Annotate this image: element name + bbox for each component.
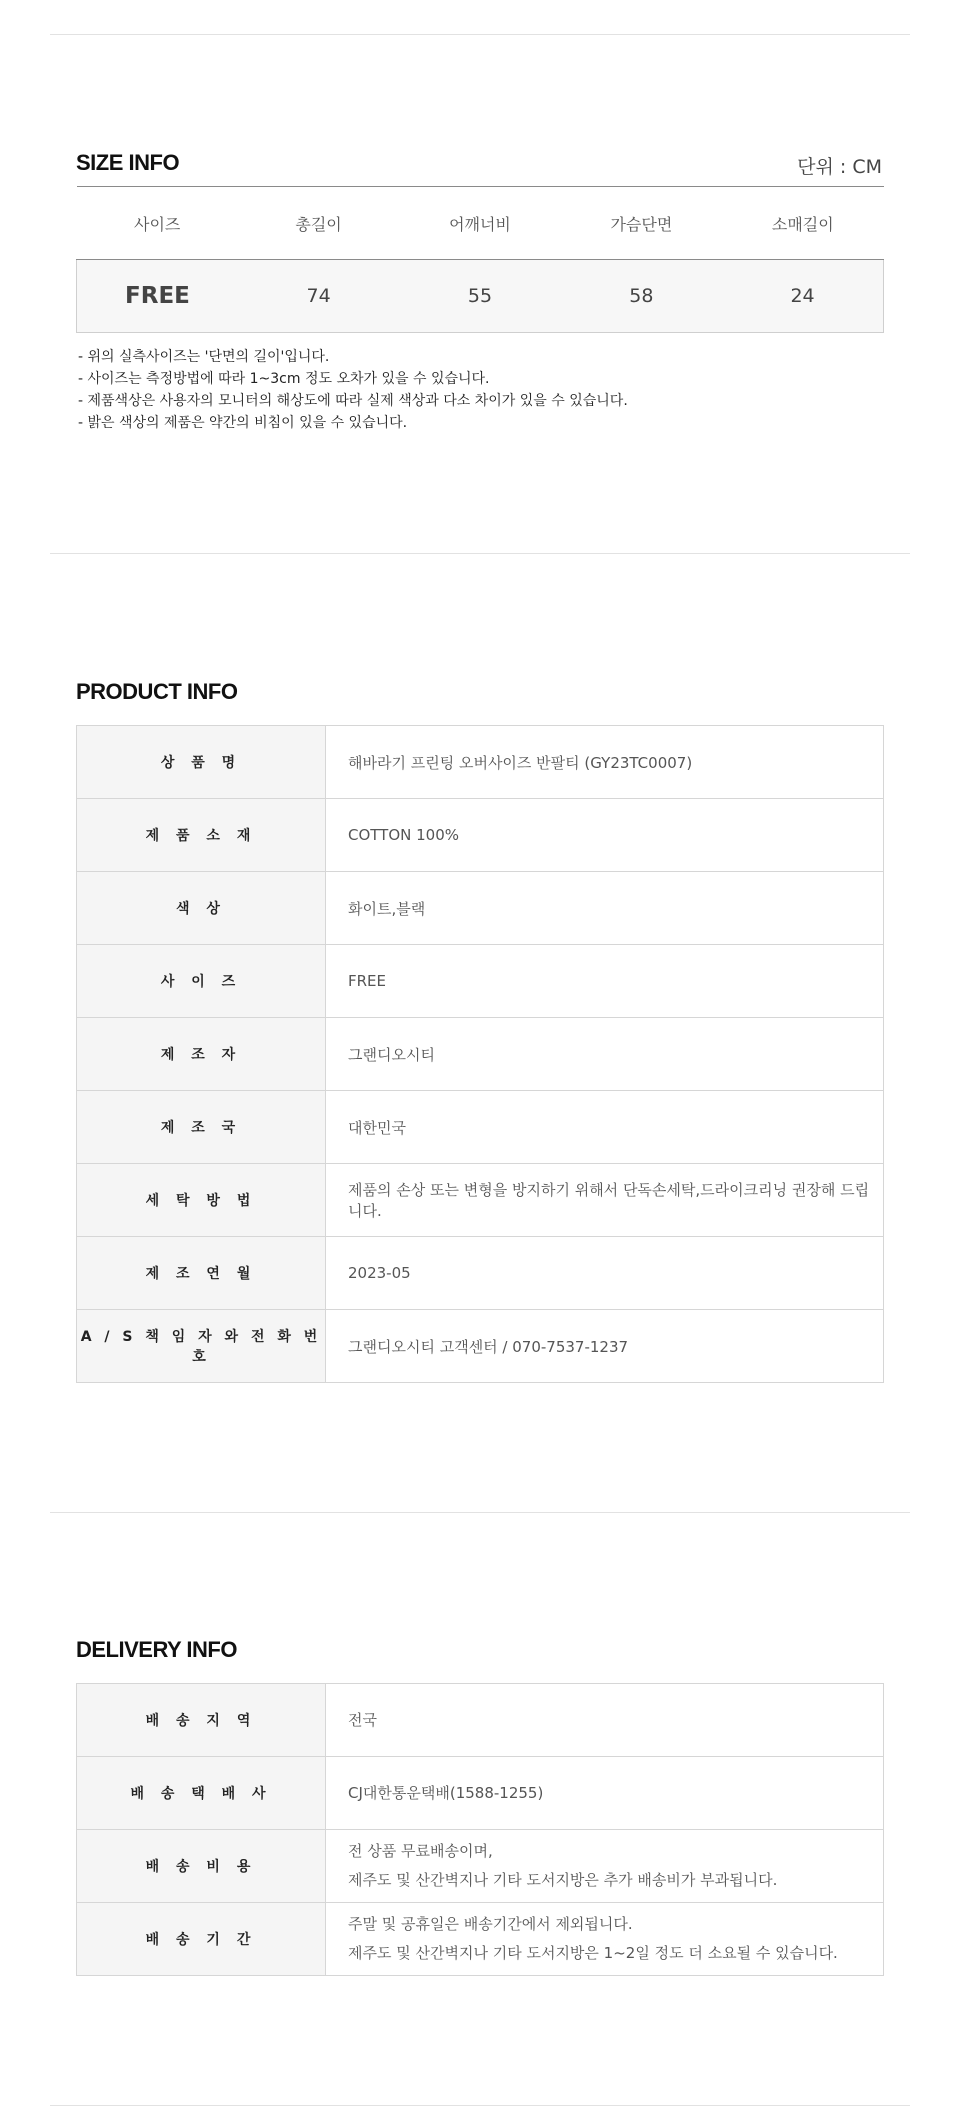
product-info-label: 제 조 자 [77, 1018, 326, 1091]
product-info-row [77, 1237, 884, 1310]
delivery-info-row [77, 1903, 884, 1976]
product-info-row [77, 799, 884, 872]
size-unit-label: 단위 : CM [797, 156, 882, 178]
delivery-info-value [326, 1684, 884, 1757]
product-info-label: 세 탁 방 법 [77, 1164, 326, 1237]
product-info-label: 제 품 소 재 [77, 799, 326, 872]
divider [50, 34, 910, 35]
divider [50, 2105, 910, 2106]
delivery-info-label: 배 송 지 역 [77, 1684, 326, 1757]
delivery-info-value [326, 1830, 884, 1903]
product-info-value: 대한민국 [326, 1091, 884, 1164]
product-info-row [77, 1018, 884, 1091]
size-table-row [77, 260, 884, 333]
product-info-label: 상 품 명 [77, 726, 326, 799]
size-header-cell: 어깨너비 [399, 187, 560, 260]
product-info-row [77, 945, 884, 1018]
product-info-row [77, 1310, 884, 1383]
delivery-info-value [326, 1757, 884, 1830]
size-note: - 밝은 색상의 제품은 약간의 비침이 있을 수 있습니다. [78, 415, 408, 431]
size-table-header-row [77, 187, 884, 260]
delivery-info-line: 제주도 및 산간벽지나 기타 도서지방은 1~2일 정도 더 소요될 수 있습니다. [348, 1944, 838, 1962]
size-cell-shoulder: 55 [399, 260, 560, 333]
size-cell-sleeve: 24 [722, 260, 883, 333]
size-header-cell: 소매길이 [722, 187, 883, 260]
delivery-info-line: 제주도 및 산간벽지나 기타 도서지방은 추가 배송비가 부과됩니다. [348, 1871, 778, 1889]
delivery-info-line: CJ대한통운택배(1588-1255) [348, 1783, 544, 1802]
size-header-cell: 총길이 [238, 187, 399, 260]
product-info-value: COTTON 100% [326, 799, 884, 872]
size-notes [78, 346, 628, 434]
delivery-info-row [77, 1830, 884, 1903]
delivery-info-table [76, 1683, 884, 1976]
product-info-row [77, 1164, 884, 1237]
delivery-info-title: DELIVERY INFO [76, 1637, 237, 1662]
size-header-cell: 사이즈 [77, 187, 238, 260]
product-info-label: 제 조 국 [77, 1091, 326, 1164]
size-header-cell: 가슴단면 [561, 187, 722, 260]
size-note: - 사이즈는 측정방법에 따라 1~3cm 정도 오차가 있을 수 있습니다. [78, 371, 490, 387]
divider [50, 553, 910, 554]
delivery-info-label: 배 송 기 간 [77, 1903, 326, 1976]
product-info-value: 그랜디오시티 고객센터 / 070-7537-1237 [326, 1310, 884, 1383]
size-table [76, 186, 884, 333]
delivery-info-line: 전 상품 무료배송이며, [348, 1842, 493, 1860]
product-info-value: 화이트,블랙 [326, 872, 884, 945]
size-info-title: SIZE INFO [76, 150, 180, 175]
product-info-label: 제 조 연 월 [77, 1237, 326, 1310]
product-info-row [77, 872, 884, 945]
delivery-info-row [77, 1757, 884, 1830]
delivery-info-label: 배 송 비 용 [77, 1830, 326, 1903]
delivery-info-line: 전국 [348, 1710, 377, 1729]
product-info-row [77, 1091, 884, 1164]
delivery-info-label: 배 송 택 배 사 [77, 1757, 326, 1830]
product-info-title: PRODUCT INFO [76, 679, 238, 704]
size-note: - 위의 실측사이즈는 '단면의 길이'입니다. [78, 349, 330, 365]
divider [50, 1512, 910, 1513]
product-info-value: 해바라기 프린팅 오버사이즈 반팔티 (GY23TC0007) [326, 726, 884, 799]
product-info-label: 색 상 [77, 872, 326, 945]
product-info-label: 사 이 즈 [77, 945, 326, 1018]
product-info-value: 2023-05 [326, 1237, 884, 1310]
size-note: - 제품색상은 사용자의 모니터의 해상도에 따라 실제 색상과 다소 차이가 있을 수 있습니다. [78, 393, 628, 409]
delivery-info-row [77, 1684, 884, 1757]
product-info-value: FREE [326, 945, 884, 1018]
size-cell-size: FREE [77, 260, 238, 333]
product-info-value: 제품의 손상 또는 변형을 방지하기 위해서 단독손세탁,드라이크리닝 권장해 드립니다. [326, 1164, 884, 1237]
size-cell-chest: 58 [561, 260, 722, 333]
size-cell-length: 74 [238, 260, 399, 333]
product-info-label: A / S 책 임 자 와 전 화 번 호 [77, 1310, 326, 1383]
product-info-row [77, 726, 884, 799]
product-info-table [76, 725, 884, 1383]
product-info-value: 그랜디오시티 [326, 1018, 884, 1091]
delivery-info-line: 주말 및 공휴일은 배송기간에서 제외됩니다. [348, 1915, 633, 1933]
delivery-info-value [326, 1903, 884, 1976]
